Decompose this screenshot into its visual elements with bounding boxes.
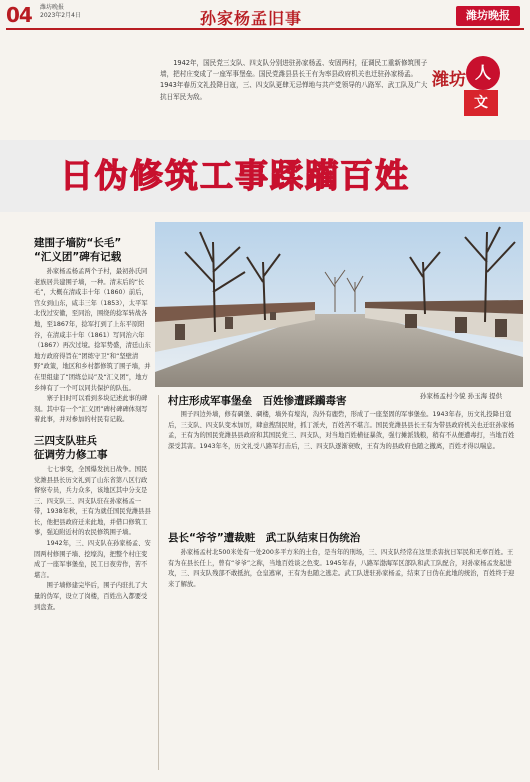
brand-logo: 潍坊晚报 <box>456 6 520 26</box>
column-seal <box>430 52 504 120</box>
seal-text-b: 人 <box>466 56 500 90</box>
subheading-walls-line1: 建围子墙防“长毛” <box>34 237 122 249</box>
masthead-rule <box>6 28 524 30</box>
page-meta <box>40 4 81 20</box>
subheading-fortress: 村庄形成军事堡垒 百姓惨遭蹂躏毒害 <box>168 395 347 407</box>
left-column <box>34 236 152 613</box>
headline: 日伪修筑工事蹂躏百姓 <box>60 156 410 195</box>
intro-paragraph: 1942年，国民党三支队、四支队分别进驻孙家杨孟、安固两村，征调民工重新修筑围子墙，把村庄变成了一座军事堡垒。国民党潍县县长王有为率县政府机关也迁驻孙家杨孟。1943年春历文礼投降日寇，三、四支队更肆无忌惮地与共产党领导的八路军、武工队及广大抗日军民为敌。 <box>160 59 428 101</box>
subheading-labor <box>34 434 152 462</box>
column-divider <box>158 395 159 770</box>
column-tag: 潍坊晚报 <box>40 4 65 11</box>
subheading-walls-line2: “汇义团”碑有记载 <box>34 251 122 263</box>
section-title: 孙家杨孟旧事 <box>200 9 303 28</box>
paragraph: 孙家杨孟杨孟两个子村，最初孙氏同老族居共建围子墙，一种。清末后的“长毛”，大概在清咸丰十年（1860）前后，宫女到山东，咸丰三年（1853），太平军北伐过安徽，至同治，围绕的捻军转战各地，至1867年，捻军打到了上东平原阳谷，在清咸丰十年（1861）写同治六年（1867）再次过境。捻军势盛，清廷山东地方政府得旨在“团练守卫”和“坚壁清野”政策，地区和乡村都修筑了围子墙，并在里组建了“团练总局”及“汇义团”，地方乡绅有了一个可以同共保护的队伍。 <box>34 268 151 392</box>
paragraph: 围子墙修建完毕后，围子内驻扎了大量的伪军，设立了岗楼，百姓出入都要受到盘查。 <box>34 582 148 611</box>
masthead <box>0 0 530 34</box>
photo-caption: 孙家杨孟村今貌 孙玉海 提供 <box>420 392 503 400</box>
seal-text-c: 文 <box>464 90 498 116</box>
issue-date: 2023年2月4日 <box>40 12 81 19</box>
paragraph: 七七事变，全国爆发抗日战争。国民党潍县县长历文礼到了山东省第八区行政督察专员，兵力众多，该地区其中分支是三、四支队三、四支队驻在孙家杨孟一带，1938年秋，王有为就任国民党潍县县长，他把县政府迁来此地，并借口修筑工事，强迫附近村的农民修筑围子墙。 <box>34 465 151 537</box>
paragraph: 孙家杨孟村北500米处有一处200多平方米的土台，是当年的刑场，三、四支队经常在这里杀害抗日军民和无辜百姓。王有为在县长任上，曾有“爷爷”之称，当地百姓谈之色变。1945年春，八路军渤海军区部队和武工队配合，对孙家杨孟发起进攻，三、四支队残部不敢抵抗，仓皇逃窜，王有为也随之逃走。武工队进驻孙家杨孟，结束了日伪在此地的统治，百姓终于迎来了解放。 <box>168 549 515 588</box>
labor-text <box>34 465 152 613</box>
seal-text-a: 潍坊 <box>432 70 466 90</box>
subheading-labor-line2: 征调劳力修工事 <box>34 448 108 461</box>
subheading-liberation: 县长“爷爷”遭裁赃 武工队结束日伪统治 <box>168 532 361 544</box>
paragraph: 围子四边外墙，修有碉堡、碉楼，墙外有壕沟，沟外有鹿砦，形成了一座坚固的军事堡垒。1943年春，历文礼投降日寇后，三支队、四支队变本加厉，肆意搜刮民财，抓丁派夫，百姓苦不堪言。国民党潍县县长王有为带县政府机关也迁驻孙家杨孟，王有为的国民党潍县县政府和其国民党三、四支队，对当地百姓横征暴敛，强行摊派钱粮，稍有不从便遭毒打，当地百姓深受其害。1943年冬，历文礼受八路军打击后，三、四支队逐渐衰败，王有为的县政府也随之撤离，百姓才得以喘息。 <box>168 411 515 450</box>
subheading-labor-line1: 三四支队驻兵 <box>34 434 97 447</box>
paragraph: 1942年，三、四支队在孙家杨孟、安固两村修围子墙、挖壕沟，把整个村庄变成了一座军事堡垒，民工日夜劳作，苦不堪言。 <box>34 540 151 579</box>
village-photo-art <box>155 222 523 387</box>
walls-text <box>34 267 152 426</box>
page-number: 04 <box>6 3 32 27</box>
fortress-text <box>168 410 518 452</box>
paragraph: 寨子旧时可以看到多块记述此事的碑刻。其中有一个“汇义团”碑村碑碑体刻写着此事，并对参加的村民有记载。 <box>34 395 148 424</box>
liberation-text <box>168 548 518 590</box>
village-photo <box>155 222 523 387</box>
subheading-walls <box>34 236 152 264</box>
